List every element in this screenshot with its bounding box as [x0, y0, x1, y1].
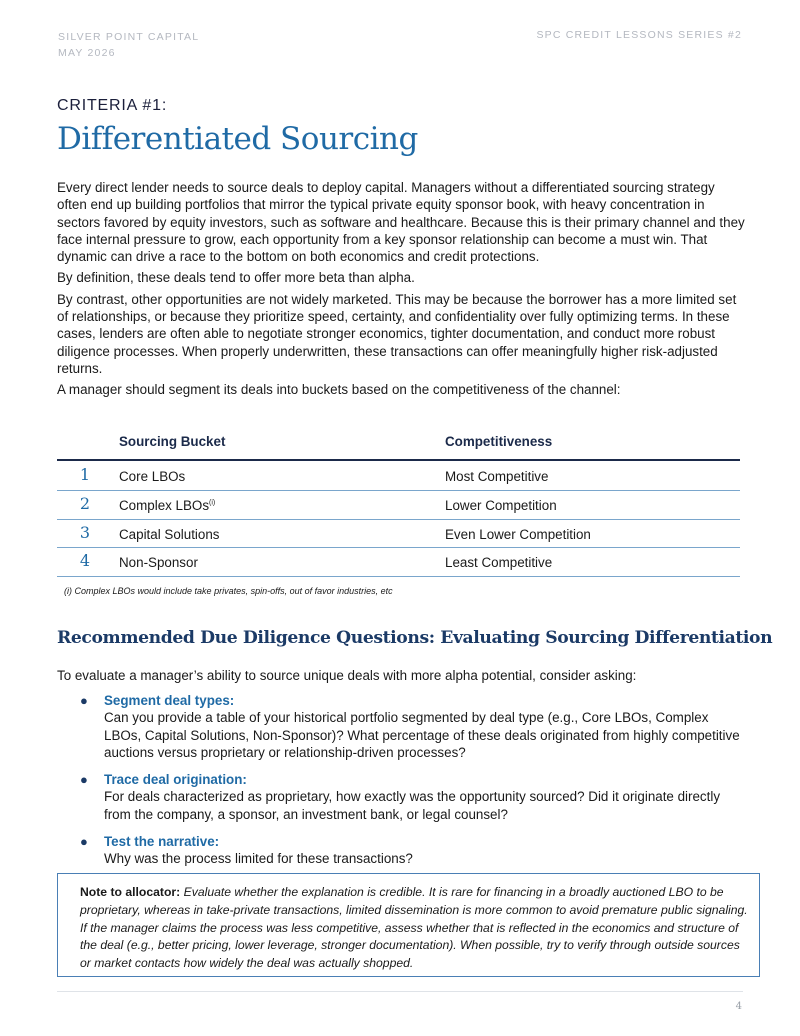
- table-header-bucket: Sourcing Bucket: [119, 434, 226, 449]
- bullet-icon: ●: [80, 693, 88, 708]
- criteria-label: CRITERIA #1:: [57, 97, 168, 114]
- question-list: [80, 692, 745, 878]
- row-number: 4: [79, 551, 91, 570]
- row-number: 2: [79, 494, 91, 513]
- row-number: 3: [79, 522, 91, 542]
- bullet-label: Trace deal origination:: [104, 772, 247, 788]
- allocator-note: [57, 873, 760, 977]
- bullet-text: Why was the process limited for these transactions?: [104, 851, 413, 867]
- row-number: 1: [79, 465, 91, 484]
- bullet-icon: ●: [80, 772, 88, 788]
- table-row: [57, 490, 740, 520]
- row-bucket: Core LBOs: [119, 469, 186, 484]
- bullet-icon: ●: [80, 834, 88, 850]
- header-series: SPC CREDIT LESSONS SERIES #2: [536, 29, 742, 41]
- row-competitiveness: Lower Competition: [445, 498, 557, 513]
- footnote-marker: (i): [209, 499, 216, 507]
- list-item: [80, 833, 745, 868]
- table-row: [57, 547, 740, 577]
- table-row: [57, 461, 740, 491]
- page-title: Differentiated Sourcing: [57, 121, 418, 157]
- paragraph-3: By contrast, other opportunities are not widely marketed. This may be because the borrower has a more limited set of relationships, or because they prioritize speed, certainty, and confidentiality over fully optimizing terms. In these cases, lenders are often able to negotiate stronger economics, tighter documentation, and conduct more robust diligence processes. When properly underwritten, these transactions can offer meaningfully higher risk-adjusted returns.: [57, 291, 737, 376]
- paragraph-4: A manager should segment its deals into buckets based on the competitiveness of the channel:: [57, 382, 621, 398]
- paragraph-2: By definition, these deals tend to offer more beta than alpha.: [57, 270, 415, 286]
- page-number: 4: [735, 1001, 742, 1012]
- list-item: [80, 692, 745, 761]
- note-text: Evaluate whether the explanation is credible. It is rare for financing in a broadly auctioned LBO to be proprietary, whereas in take-private transactions, limited dissemination is more common to avoid premature public signaling. If the manager claims the process was less competitive, assess whether that is reflected in the economics and structure of the deal (e.g., better pricing, lower leverage, stronger documentation). When possible, try to verify through outside sources or market contacts how widely the deal was actually shopped.: [80, 885, 748, 971]
- row-competitiveness: Least Competitive: [445, 555, 553, 570]
- row-bucket: Capital Solutions: [119, 526, 220, 542]
- bullet-label: Segment deal types:: [104, 693, 235, 708]
- bullet-label: Test the narrative:: [104, 834, 220, 850]
- header-left: [58, 29, 199, 61]
- row-competitiveness: Even Lower Competition: [445, 526, 591, 542]
- table-header-competitiveness: Competitiveness: [445, 434, 553, 449]
- footer-divider: [57, 991, 743, 992]
- row-bucket: Complex LBOs$^{(i)}$: [119, 498, 216, 513]
- paragraph-1: Every direct lender needs to source deals to deploy capital. Managers without a differentiated sourcing strategy often end up building portfolios that mirror the typical private equity sponsor book, with heavy concentration in sectors favored by equity investors, such as software and healthcare. Because this is their primary channel and they face internal pressure to grow, each opportunity from a key sponsor relationship can become a must win. That dynamic can drive a race to the bottom on both economics and credit protections.: [57, 180, 745, 265]
- bullet-text: For deals characterized as proprietary, how exactly was the opportunity sourced? Did it originate directly from the company, a sponsor, an investment bank, or legal counsel?: [104, 789, 721, 822]
- header-org: SILVER POINT CAPITAL: [58, 31, 200, 43]
- table-footnote: (i) Complex LBOs would include take privates, spin-offs, out of favor industries, etc: [64, 586, 393, 596]
- section-intro: To evaluate a manager’s ability to source unique deals with more alpha potential, consider asking:: [57, 668, 637, 683]
- header-date: MAY 2026: [58, 47, 116, 59]
- intro-paragraphs: [57, 179, 747, 399]
- bullet-text: Can you provide a table of your historical portfolio segmented by deal type (e.g., Core LBOs, Complex LBOs, Capital Solutions, Non-Sponsor)? What percentage of these deals originated from highly competitive auctions versus proprietary or relationship-driven processes?: [104, 710, 740, 760]
- row-competitiveness: Most Competitive: [445, 469, 549, 484]
- table-row: [57, 519, 740, 549]
- list-item: [80, 771, 745, 823]
- row-bucket: Non-Sponsor: [119, 555, 198, 570]
- section-title: Recommended Due Diligence Questions: Evaluating Sourcing Differentiation: [57, 628, 773, 648]
- note-label: Note to allocator:: [80, 885, 181, 899]
